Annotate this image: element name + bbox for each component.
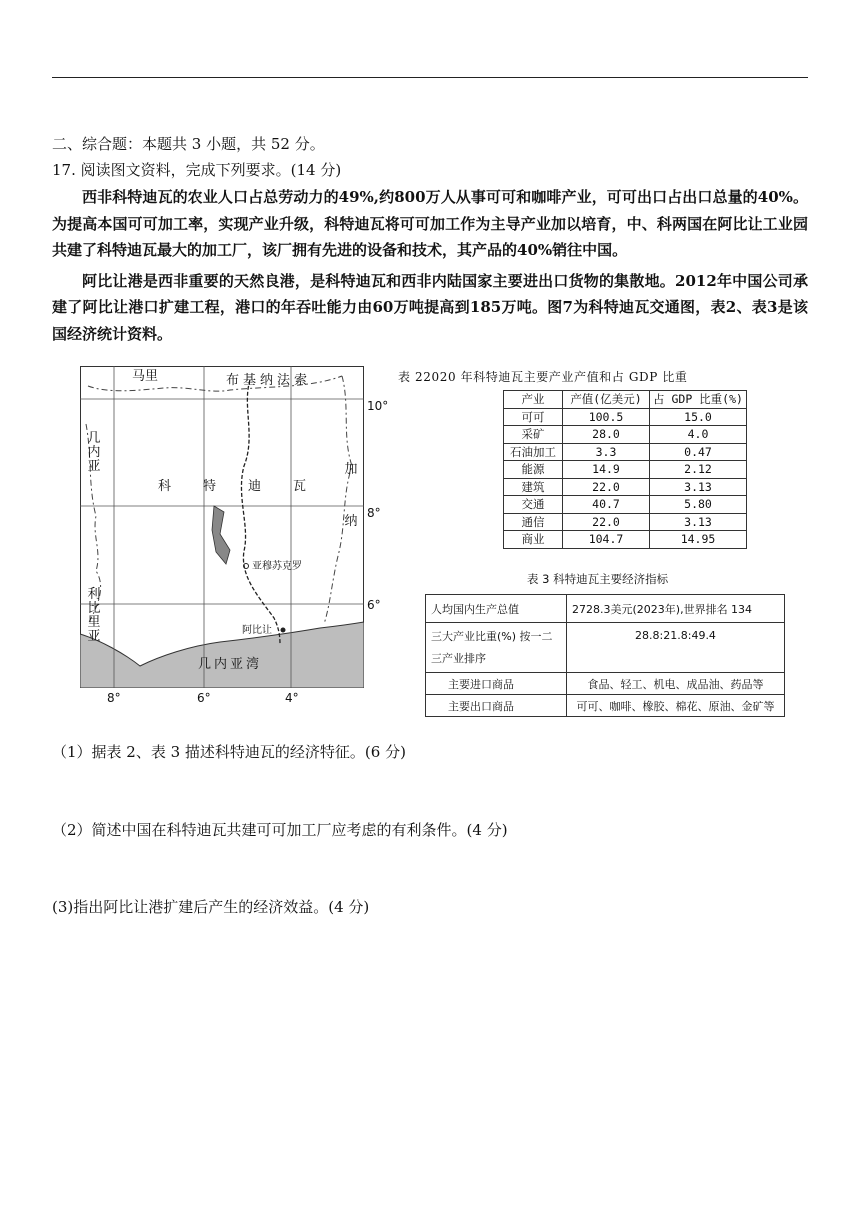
table-cell: 3.13 [650,478,747,496]
paragraph-2: 阿比让港是西非重要的天然良港，是科特迪瓦和西非内陆国家主要进出口货物的集散地。2012年中国公司承 建了阿比让港口扩建工程，港口的年吞吐能力由60万吨提高到185万吨。图7为科特迪瓦交通图，表2、表3是该国经济统计资料。 [52,271,808,343]
table-row [504,426,747,444]
map-label-burkina-faso: 布基纳法索 [226,373,312,388]
material-paragraphs [52,184,808,347]
section-header: 二、综合题：本题共 3 小题，共 52 分。 [52,135,325,153]
table-cell: 食品、轻工、机电、成品油、药品等 [567,673,785,695]
table-cell: 2728.3美元(2023年),世界排名 134 [567,595,785,623]
paragraph-1: 西非科特迪瓦的农业人口占总劳动力的49%,约800万人从事可可和咖啡产业，可可出口占出口总量的40%。为提高本国可可加工率，实现产业升级，科特迪瓦将可可加工作为主导产业加以培育，中、科两国在阿比让工业园共建了科特迪瓦最大的加工厂，该厂拥有先进的设备和技术，其产品的40%销往中国。 [52,188,808,259]
table-row [504,443,747,461]
map-label-liberia: 利比里亚 [87,587,101,644]
map-graphic [80,366,364,688]
map-city-yamoussoukro: 亚穆苏克罗 [252,561,302,572]
table-cell: 100.5 [563,408,650,426]
lon-label-8: 8° [107,691,121,705]
table-row [426,623,785,673]
table-cell: 14.9 [563,461,650,479]
table-row [504,531,747,549]
table-cell: 2.12 [650,461,747,479]
table-cell: 28.8:21.8:49.4 [567,623,785,673]
table-cell: 4.0 [650,426,747,444]
question-3: (3)指出阿比让港扩建后产生的经济效益。(4 分) [52,898,370,916]
table-cell: 主要出口商品 [426,695,567,717]
table-cell: 交通 [504,496,563,514]
header-rule [52,77,808,78]
map-label-guinea: 几内亚 [87,431,101,474]
table3-caption: 表 3 科特迪瓦主要经济指标 [527,572,669,586]
table-row [504,461,747,479]
table-cell: 15.0 [650,408,747,426]
table-cell: 0.47 [650,443,747,461]
table-row [504,478,747,496]
question-1: （1）据表 2、表 3 描述科特迪瓦的经济特征。(6 分) [52,743,406,761]
lat-label-8: 8° [367,506,381,520]
table2-header: 产值(亿美元) [563,391,650,409]
table-cell: 人均国内生产总值 [426,595,567,623]
question-2: （2）简述中国在科特迪瓦共建可可加工厂应考虑的有利条件。(4 分) [52,821,508,839]
table-cell: 主要进口商品 [426,673,567,695]
table-row [504,513,747,531]
table-cell: 建筑 [504,478,563,496]
map-label-ghana: 加纳 [344,462,358,529]
table-cell: 3.13 [650,513,747,531]
question-title: 17. 阅读图文资料，完成下列要求。(14 分) [52,161,342,179]
table-cell: 采矿 [504,426,563,444]
table-cell: 能源 [504,461,563,479]
table-cell: 104.7 [563,531,650,549]
table2-header: 产业 [504,391,563,409]
map-label-cote-divoire: 科特迪瓦 [158,479,339,494]
table-cell: 3.3 [563,443,650,461]
lon-label-4: 4° [285,691,299,705]
table-cell: 28.0 [563,426,650,444]
map-label-gulf-of-guinea: 几内亚湾 [198,657,263,672]
table-cell: 5.80 [650,496,747,514]
table3 [425,594,785,717]
table-cell: 22.0 [563,513,650,531]
table-row [426,673,785,695]
table-cell: 可可 [504,408,563,426]
transport-map [80,366,364,688]
table-cell: 可可、咖啡、橡胶、棉花、原油、金矿等 [567,695,785,717]
table-cell: 石油加工 [504,443,563,461]
table-cell: 40.7 [563,496,650,514]
table-row [426,595,785,623]
table2-caption: 表 22020 年科特迪瓦主要产业产值和占 GDP 比重 [398,370,688,384]
table-row [504,496,747,514]
lat-label-6: 6° [367,598,381,612]
table-cell: 商业 [504,531,563,549]
map-city-abidjan: 阿比让 [242,625,272,636]
table-cell: 22.0 [563,478,650,496]
table-cell: 三大产业比重(%) 按一二三产业排序 [426,623,567,673]
table-row [504,408,747,426]
table-row [426,695,785,717]
table2 [503,390,747,549]
table2-header-row [504,391,747,409]
table-cell: 通信 [504,513,563,531]
map-label-mali: 马里 [132,369,159,384]
table-cell: 14.95 [650,531,747,549]
lat-label-10: 10° [367,399,389,413]
lon-label-6: 6° [197,691,211,705]
table2-header: 占 GDP 比重(%) [650,391,747,409]
